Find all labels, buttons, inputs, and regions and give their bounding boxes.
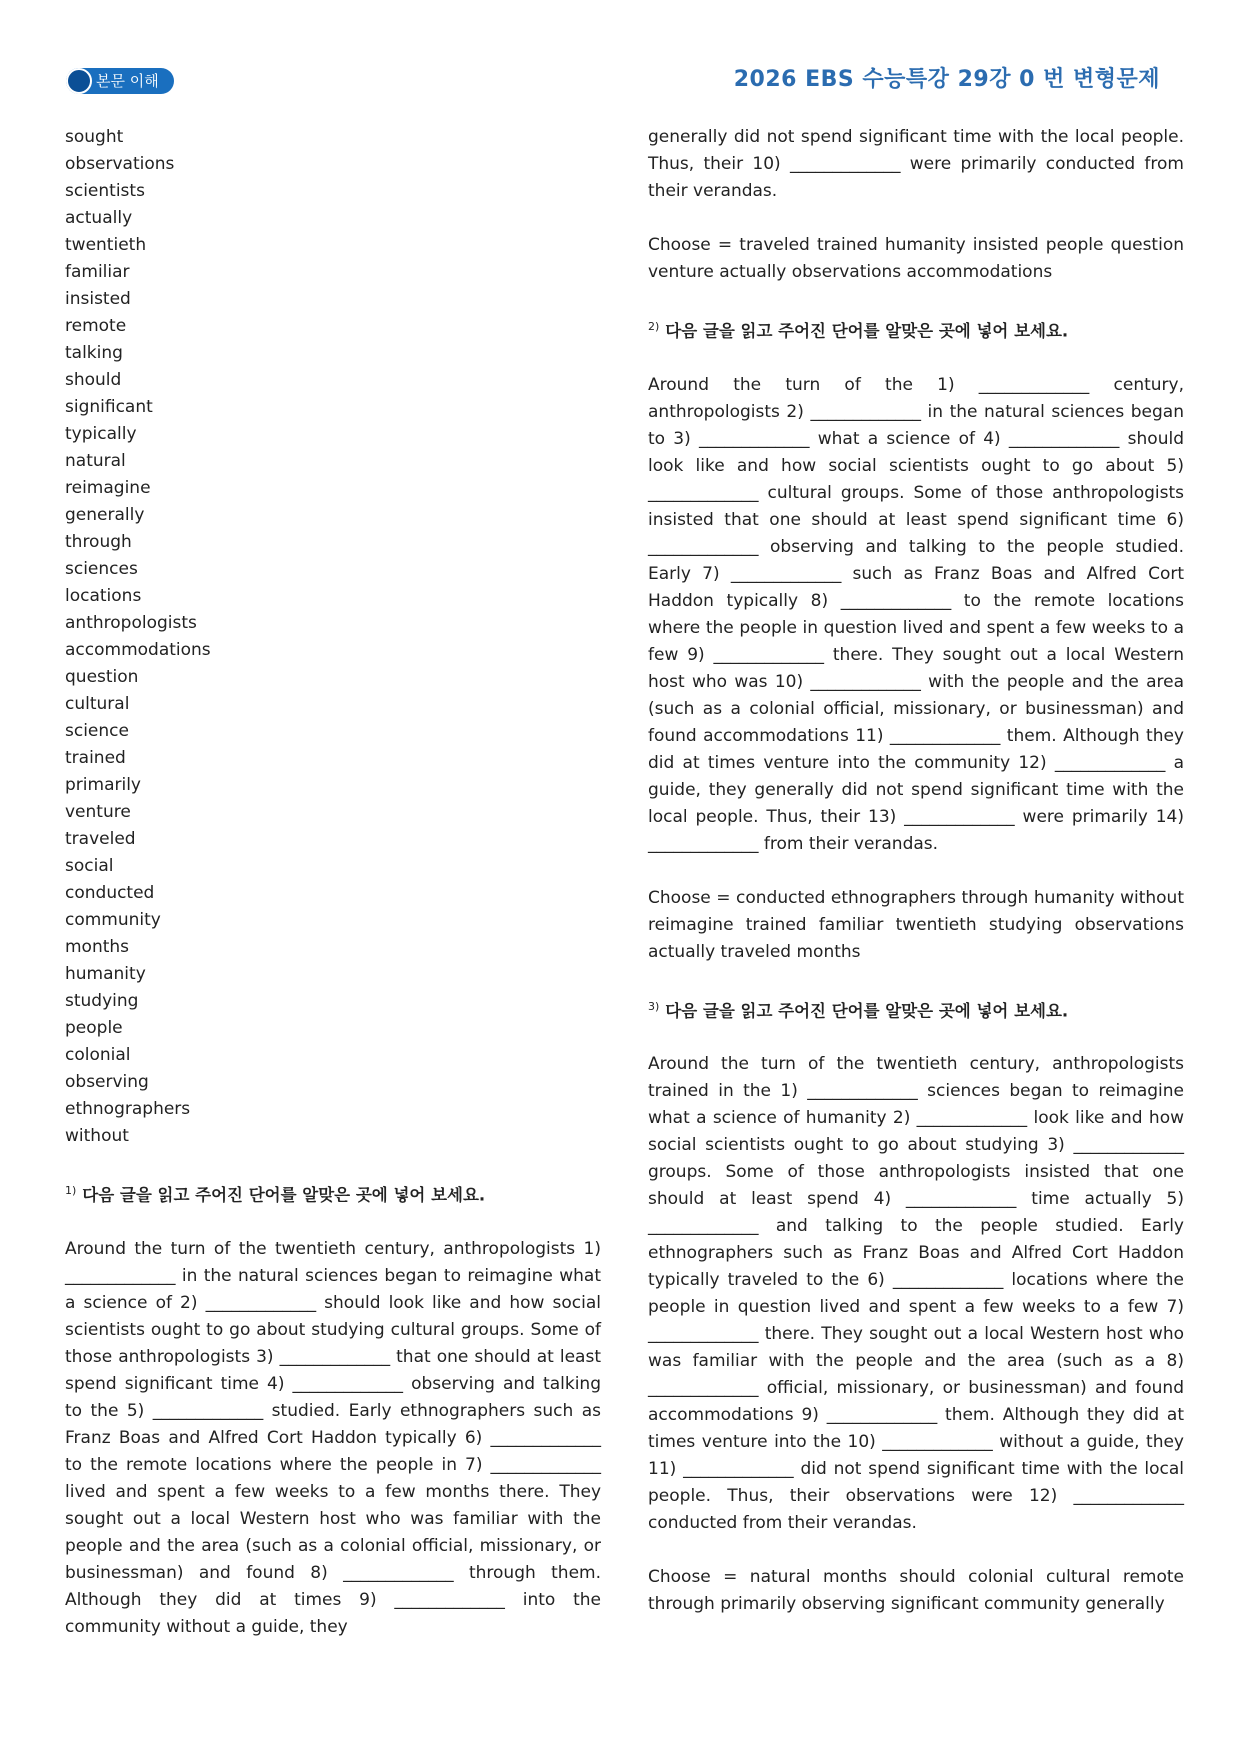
word-list-item: science — [65, 721, 129, 741]
word-list-item: through — [65, 532, 132, 552]
word-list-item: anthropologists — [65, 613, 197, 633]
word-list-item: conducted — [65, 883, 155, 903]
word-list-item: question — [65, 667, 139, 687]
word-list-item: twentieth — [65, 235, 147, 255]
question-2-number: 2) — [648, 320, 660, 333]
question-3-number: 3) — [648, 999, 660, 1013]
word-list — [65, 124, 601, 1150]
question-1-choices: Choose = traveled trained humanity insisted people question venture actually observations accommodations — [648, 235, 1184, 282]
word-list-item: sought — [65, 127, 124, 147]
word-list-item: without — [65, 1126, 129, 1146]
word-list-item: months — [65, 937, 130, 957]
word-list-item: traveled — [65, 829, 136, 849]
question-1-heading — [65, 1177, 601, 1209]
word-list-item: significant — [65, 397, 153, 417]
word-list-item: insisted — [65, 289, 131, 309]
question-2-instruction: 다음 글을 읽고 주어진 단어를 알맞은 곳에 넣어 보세요. — [665, 321, 1069, 341]
question-3-passage: Around the turn of the twentieth century, anthropologists trained in the 1) _____________ sciences began to reimagine what a science of humanity 2) _____________ look like and how social scientists ought to go about studying 3) _____________ groups. Some of those anthropologists insisted that one should at least spend 4) _____________ time actually 5) _____________ and talking to the people studied. Early ethnographers such as Franz Boas and Alfred Cort Haddon typically traveled to the 6) _____________ locations where the people in question lived and spent a few weeks to a few 7) _____________ there. They sought out a local Western host who was familiar with the people and the area (such as a 8) _____________ official, missionary, or businessman) and found accommodations 9) _____________ them. Although they did at times venture into the 10) _____________ without a guide, they 11) _____________ did not spend significant time with the local people. Thus, their observations were 12) _____________ conducted from their verandas. — [648, 1054, 1184, 1533]
question-3-choices: Choose = natural months should colonial cultural remote through primarily observing significant community generally — [648, 1567, 1184, 1614]
question-3-instruction: 다음 글을 읽고 주어진 단어를 알맞은 곳에 넣어 보세요. — [665, 1001, 1069, 1020]
question-2-passage: Around the turn of the 1) _____________ century, anthropologists 2) _____________ in the natural sciences began to 3) _____________ what a science of 4) _____________ should look like and how social scientists ought to go about 5) _____________ cultural groups. Some of those anthropologists insisted that one should at least spend significant time 6) _____________ observing and talking to the people studied. Early 7) _____________ such as Franz Boas and Alfred Cort Haddon typically 8) _____________ to the remote locations where the people in question lived and spent a few weeks to a few 9) _____________ there. They sought out a local Western host who was 10) _____________ with the people and the area (such as a colonial official, missionary, or businessman) and found accommodations 11) _____________ them. Although they did at times venture into the community 12) _____________ a guide, they generally did not spend significant time with the local people. Thus, their 13) _____________ were primarily 14) _____________ from their verandas. — [648, 374, 1184, 854]
badge-circle-icon — [66, 68, 92, 94]
word-list-item: locations — [65, 586, 142, 606]
question-1-passage: Around the turn of the twentieth century, anthropologists 1) _____________ in the natural sciences began to reimagine what a science of 2) _____________ should look like and how social scientists ought to go about studying cultural groups. Some of those anthropologists 3) _____________ that one should at least spend significant time 4) _____________ observing and talking to the 5) _____________ studied. Early ethnographers such as Franz Boas and Alfred Cort Haddon typically 6) _____________ to the remote locations where the people in 7) _____________ lived and spent a few weeks to a few months there. They sought out a local Western host who was familiar with the people and the area (such as a colonial official, missionary, or businessman) and found 8) _____________ through them. Although they did at times 9) _____________ into the community without a guide, they — [65, 1238, 601, 1637]
word-list-item: reimagine — [65, 478, 151, 498]
word-list-item: people — [65, 1018, 123, 1038]
question-1-passage-continued: generally did not spend significant time with the local people. Thus, their 10) _____________ were primarily conducted from their verandas. — [648, 127, 1184, 201]
word-list-item: venture — [65, 802, 131, 822]
question-2-choices: Choose = conducted ethnographers through humanity without reimagine trained familiar twentieth studying observations actually traveled months — [648, 887, 1184, 962]
word-list-item: studying — [65, 991, 139, 1011]
section-badge — [66, 68, 174, 94]
word-list-item: actually — [65, 208, 133, 228]
word-list-item: observations — [65, 154, 175, 174]
word-list-item: sciences — [65, 559, 138, 579]
page-title: 2026 EBS 수능특강 29강 0 번 변형문제 — [733, 67, 1160, 92]
question-2-heading — [648, 313, 1184, 345]
word-list-item: scientists — [65, 181, 145, 201]
word-list-item: cultural — [65, 694, 130, 714]
word-list-item: social — [65, 856, 114, 876]
left-column — [65, 124, 601, 1641]
word-list-item: humanity — [65, 964, 146, 984]
right-column — [648, 124, 1184, 1618]
word-list-item: observing — [65, 1072, 149, 1092]
word-list-item: typically — [65, 424, 137, 444]
word-list-item: primarily — [65, 775, 141, 795]
word-list-item: ethnographers — [65, 1099, 191, 1119]
word-list-item: community — [65, 910, 161, 930]
word-list-item: generally — [65, 505, 145, 525]
question-1-instruction: 다음 글을 읽고 주어진 단어를 알맞은 곳에 넣어 보세요. — [82, 1185, 486, 1205]
word-list-item: natural — [65, 451, 126, 471]
word-list-item: familiar — [65, 262, 130, 282]
question-1-number: 1) — [65, 1184, 77, 1197]
word-list-item: accommodations — [65, 640, 211, 660]
word-list-item: remote — [65, 316, 127, 336]
word-list-item: colonial — [65, 1045, 131, 1065]
word-list-item: trained — [65, 748, 126, 768]
section-badge-label: 본문 이해 — [96, 72, 159, 90]
question-3-heading — [648, 993, 1184, 1025]
word-list-item: should — [65, 370, 122, 390]
word-list-item: talking — [65, 343, 123, 363]
